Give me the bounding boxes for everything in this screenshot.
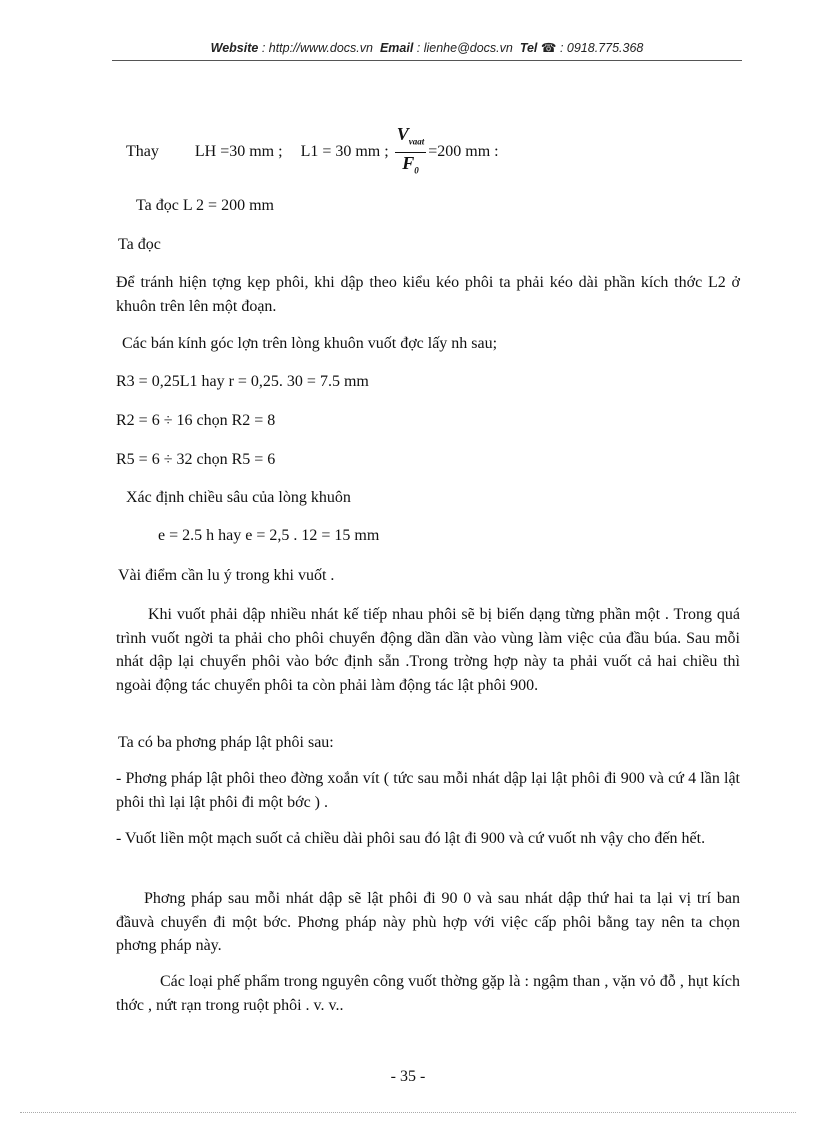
- page-number: - 35 -: [390, 1068, 426, 1085]
- fraction-value: =200 mm :: [428, 142, 499, 160]
- thay-lh: LH =30 mm ;: [194, 142, 283, 160]
- email-value: : lienhe@docs.vn: [416, 41, 513, 55]
- chieu-sau-line: Xác định chiều sâu của lòng khuôn: [126, 489, 351, 506]
- email-label: Email: [379, 41, 414, 55]
- website-label: Website: [210, 41, 259, 55]
- paragraph-phe-pham: Các loại phế phẩm trong nguyên công vuốt thờng gặp là : ngậm than , vặn vỏ đỗ , hụt kích thớc , nứt rạn trong ruột phôi . v. v..: [116, 973, 740, 1014]
- tel-label: Tel: [519, 41, 538, 55]
- l2-line: Ta đọc L 2 = 200 mm: [136, 197, 274, 214]
- paragraph-khi-vuot: Khi vuốt phải dập nhiều nhát kế tiếp nhau phôi sẽ bị biến dạng từng phần một . Trong quá trình vuốt ngời ta phải cho phôi chuyển động dần dần vào vùng làm việc của đầu búa. Sau mỗi nhát dập lại chuyển phôi vào bớc định sẵn .Trong trờng hợp này ta phải vuốt cả hai chiều thì ngoài động tác chuyển phôi ta còn phải làm động tác lật phôi 900.: [116, 606, 740, 694]
- website-value: : http://www.docs.vn: [261, 41, 373, 55]
- fraction-denominator: $F_0$: [402, 152, 419, 176]
- r5-line: R5 = 6 ÷ 32 chọn R5 = 6: [116, 451, 276, 468]
- r2-line: R2 = 6 ÷ 16 chọn R2 = 8: [116, 412, 276, 429]
- header-divider: [112, 60, 742, 61]
- thay-l1: L1 = 30 mm ;: [300, 142, 389, 160]
- ban-kinh-line: Các bán kính góc lợn trên lòng khuôn vuốt đợc lấy nh sau;: [122, 335, 498, 352]
- thay-prefix: Thay: [126, 142, 159, 160]
- paragraph-phuong-phap-1: - Phơng pháp lật phôi theo đờng xoắn vít ( tức sau mỗi nhát dập lại lật phôi đi 900 và cứ 4 lần lật phôi thì lại lật phôi đi một bớc ) .: [116, 770, 740, 811]
- paragraph-tranh-kep-phoi: Để tránh hiện tợng kẹp phôi, khi dập theo kiểu kéo phôi ta phải kéo dài phần kích thớc L2 ở khuôn trên lên một đoạn.: [116, 274, 740, 315]
- fraction-numerator: $V_{vaat}$: [395, 124, 427, 153]
- ta-doc-line: Ta đọc: [118, 236, 161, 253]
- v-over-f-fraction: [395, 124, 427, 180]
- r3-line: R3 = 0,25L1 hay r = 0,25. 30 = 7.5 mm: [116, 373, 369, 390]
- tel-value: ☎ : 0918.775.368: [540, 41, 644, 55]
- paragraph-phuong-phap-2: - Vuốt liền một mạch suốt cả chiều dài phôi sau đó lật đi 900 và cứ vuốt nh vậy cho đến hết.: [116, 830, 706, 847]
- footer-divider: [20, 1112, 796, 1113]
- ba-phuong-phap-line: Ta có ba phơng pháp lật phôi sau:: [118, 734, 334, 751]
- page-header: [112, 40, 742, 55]
- paragraph-phuong-phap-3: Phơng pháp sau mỗi nhát dập sẽ lật phôi đi 90 0 và sau nhát dập thứ hai ta lại vị trí ban đầuvà chuyển đi một bớc. Phơng pháp này phù hợp với việc cấp phôi bằng tay nên ta chọn phơng pháp này.: [116, 890, 740, 954]
- thay-line: [126, 124, 752, 174]
- vai-diem-line: Vài điểm cần lu ý trong khi vuốt .: [118, 567, 335, 584]
- e-line: e = 2.5 h hay e = 2,5 . 12 = 15 mm: [158, 527, 380, 544]
